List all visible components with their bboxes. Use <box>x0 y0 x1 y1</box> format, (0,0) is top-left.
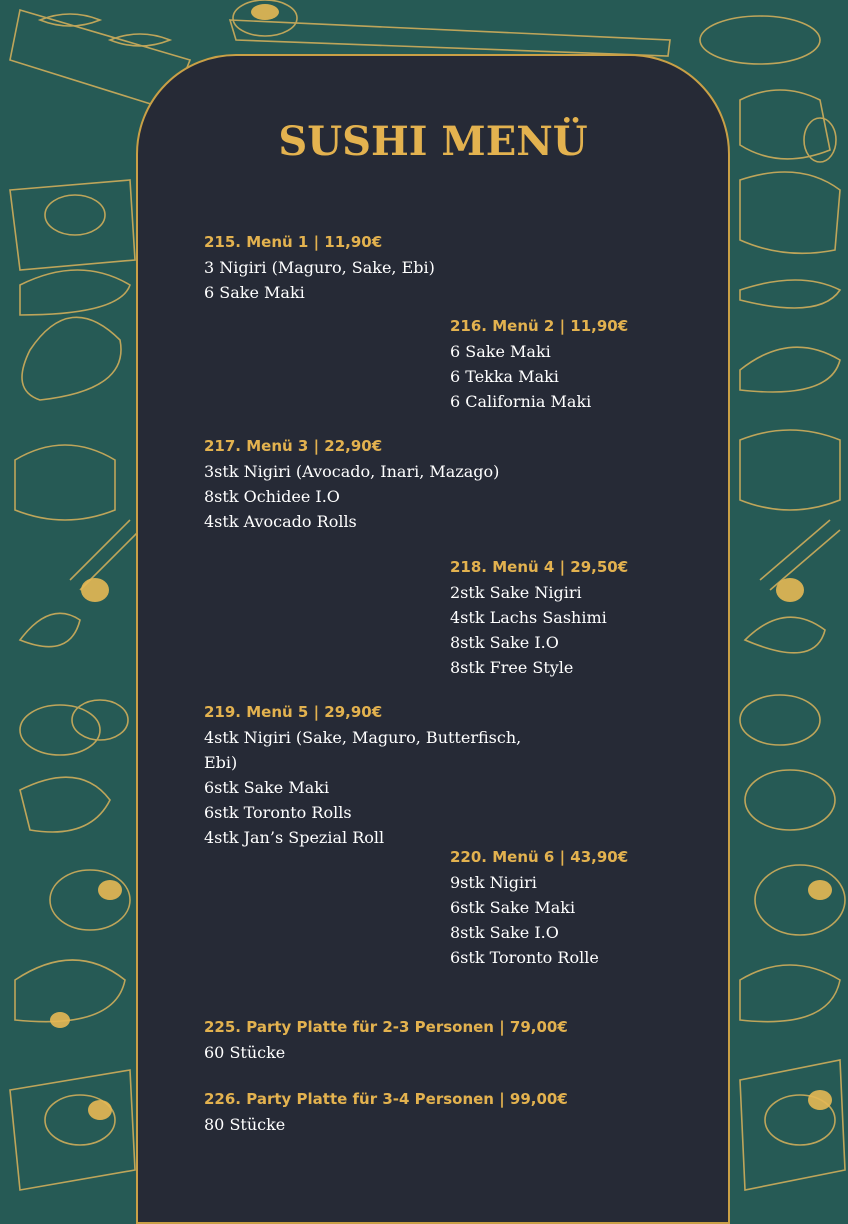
menu-item: 9stk Nigiri <box>450 873 537 892</box>
menu-heading: 226. Party Platte für 3-4 Personen | 99,00€ <box>204 1090 568 1108</box>
menu-item: 6stk Toronto Rolle <box>450 948 599 967</box>
menu-heading: 225. Party Platte für 2-3 Personen | 79,00€ <box>204 1018 568 1036</box>
menu-block <box>450 555 780 680</box>
menu-heading: 220. Menü 6 | 43,90€ <box>450 848 629 866</box>
menu-item: 4stk Jan’s Spezial Roll <box>204 828 385 847</box>
menu-heading: 215. Menü 1 | 11,90€ <box>204 233 383 251</box>
menu-block <box>204 1015 704 1065</box>
menu-item: 6stk Toronto Rolls <box>204 803 352 822</box>
menu-item: 6stk Sake Maki <box>450 898 576 917</box>
menu-item: 3 Nigiri (Maguro, Sake, Ebi) <box>204 258 435 277</box>
menu-item: 6 Sake Maki <box>204 283 305 302</box>
menu-item: 6 Sake Maki <box>450 342 551 361</box>
menu-item: 80 Stücke <box>204 1115 286 1134</box>
menu-item: 6 California Maki <box>450 392 592 411</box>
menu-item: 8stk Ochidee I.O <box>204 487 340 506</box>
menu-block <box>204 700 534 850</box>
menu-item: 2stk Sake Nigiri <box>450 583 582 602</box>
menu-item: 4stk Avocado Rolls <box>204 512 357 531</box>
menu-heading: 216. Menü 2 | 11,90€ <box>450 317 629 335</box>
chopsticks-icon <box>230 20 670 56</box>
menu-block <box>204 434 534 534</box>
menu-item: 6 Tekka Maki <box>450 367 559 386</box>
menu-item: 3stk Nigiri (Avocado, Inari, Mazago) <box>204 462 500 481</box>
menu-block <box>450 845 780 970</box>
menu-item: 8stk Free Style <box>450 658 574 677</box>
page-title: SUSHI MENÜ <box>278 118 588 165</box>
menu-block <box>450 314 780 414</box>
menu-heading: 219. Menü 5 | 29,90€ <box>204 703 383 721</box>
menu-item: 60 Stücke <box>204 1043 286 1062</box>
menu-item: 4stk Lachs Sashimi <box>450 608 607 627</box>
menu-item: 6stk Sake Maki <box>204 778 330 797</box>
menu-heading: 218. Menü 4 | 29,50€ <box>450 558 629 576</box>
menu-block <box>204 230 534 305</box>
menu-item: 4stk Nigiri (Sake, Maguro, Butterfisch, Ebi) <box>204 728 522 772</box>
menu-item: 8stk Sake I.O <box>450 923 559 942</box>
menu-block <box>204 1087 704 1137</box>
menu-heading: 217. Menü 3 | 22,90€ <box>204 437 383 455</box>
menu-item: 8stk Sake I.O <box>450 633 559 652</box>
